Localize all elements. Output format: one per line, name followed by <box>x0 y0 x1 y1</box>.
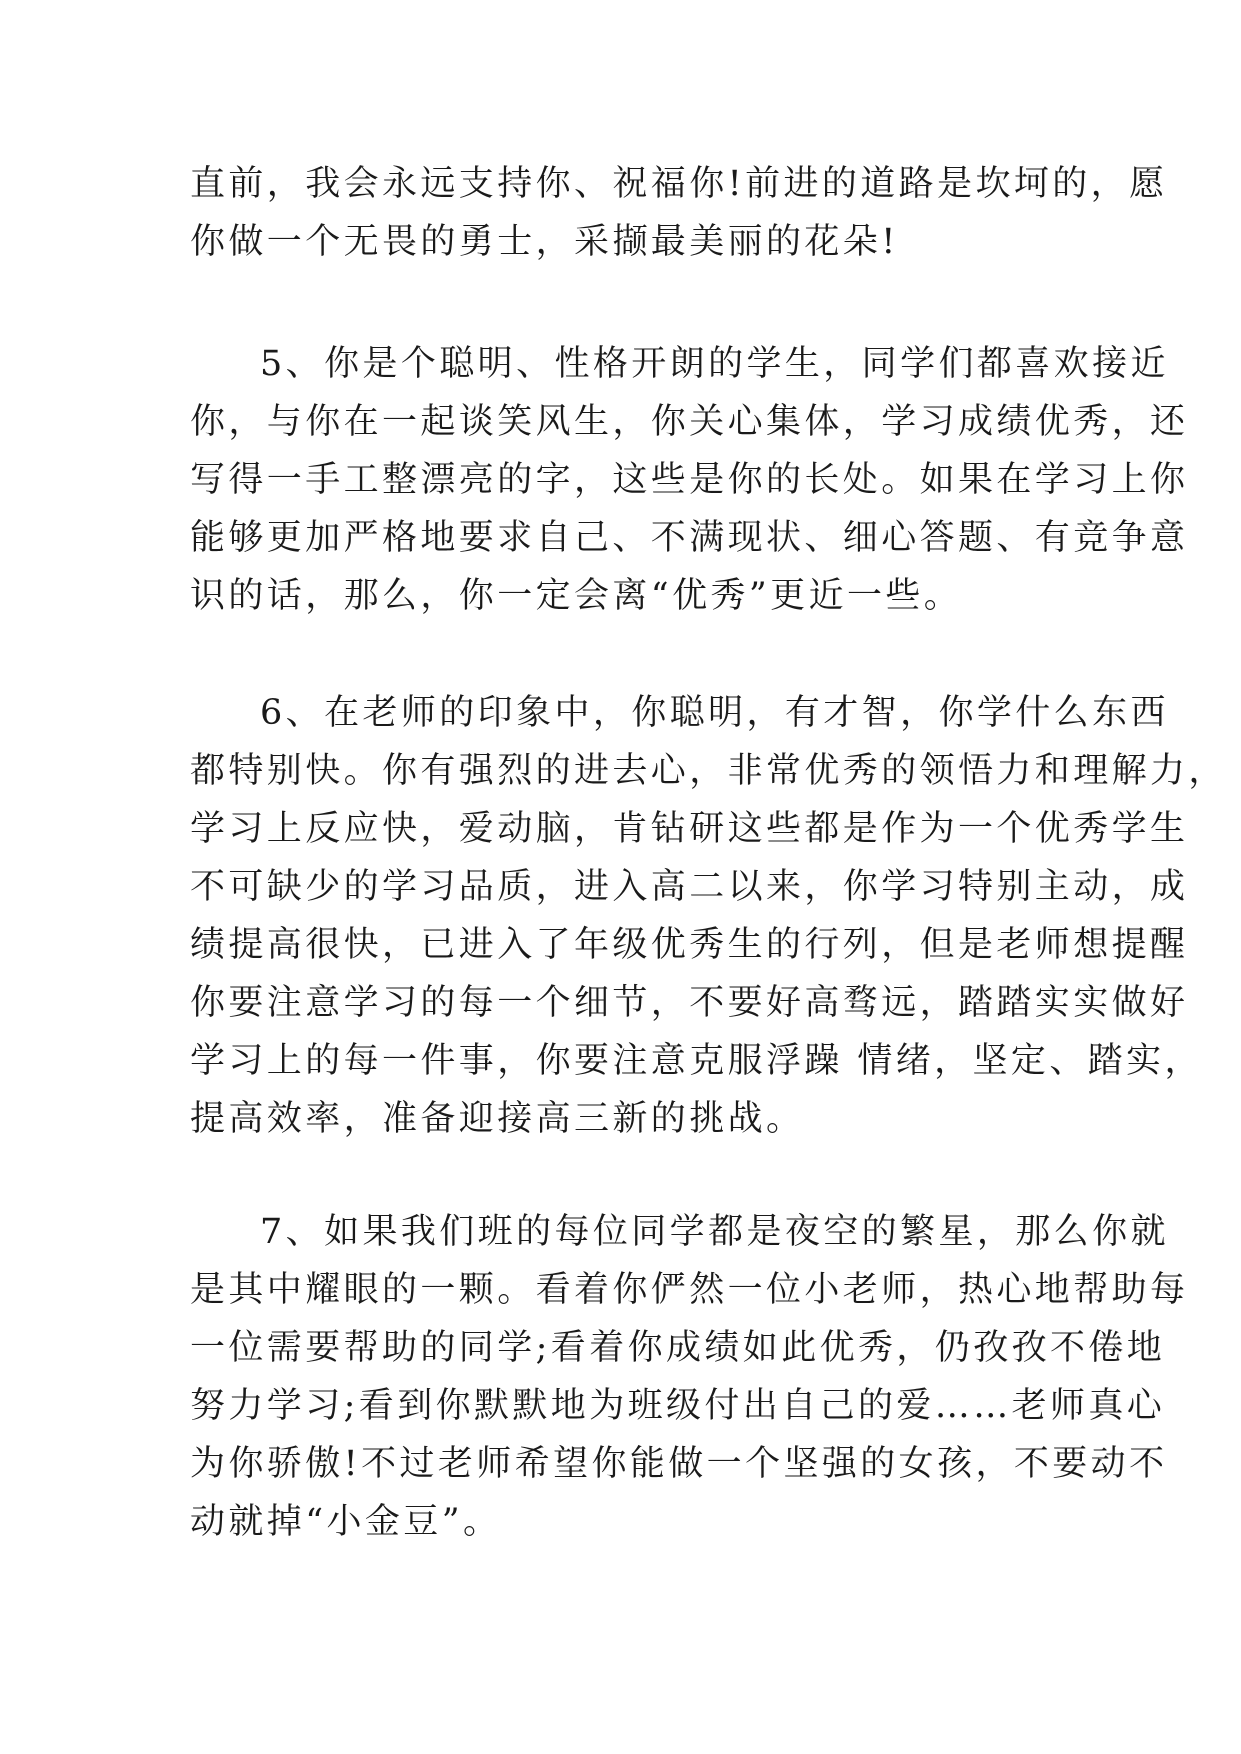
paragraph-comment-6 <box>190 684 1227 1148</box>
text-line: 为你骄傲!不过老师希望你能做一个坚强的女孩，不要动不 <box>190 1444 1168 1484</box>
text-line: 6、在老师的印象中，你聪明，有才智，你学什么东西 <box>260 693 1169 733</box>
text-line: 学习上反应快，爱动脑，肯钻研这些都是作为一个优秀学生 <box>190 809 1189 849</box>
text-line: 直前，我会永远支持你、祝福你!前进的道路是坎坷的，愿 <box>190 164 1168 204</box>
text-line: 动就掉“小金豆”。 <box>190 1502 502 1542</box>
text-line: 你要注意学习的每一个细节，不要好高骛远，踏踏实实做好 <box>190 983 1189 1023</box>
text-line: 5、你是个聪明、性格开朗的学生，同学们都喜欢接近 <box>260 344 1169 384</box>
text-line: 写得一手工整漂亮的字，这些是你的长处。如果在学习上你 <box>190 460 1189 500</box>
text-line: 是其中耀眼的一颗。看着你俨然一位小老师，热心地帮助每 <box>190 1270 1189 1310</box>
paragraph-continuation <box>190 155 1168 271</box>
text-line: 一位需要帮助的同学;看着你成绩如此优秀，仍孜孜不倦地 <box>190 1328 1166 1368</box>
paragraph-comment-5 <box>190 335 1189 625</box>
text-line: 你做一个无畏的勇士，采撷最美丽的花朵! <box>190 222 899 262</box>
text-line: 你，与你在一起谈笑风生，你关心集体，学习成绩优秀，还 <box>190 402 1189 442</box>
text-line: 努力学习;看到你默默地为班级付出自己的爱……老师真心 <box>190 1386 1166 1426</box>
paragraph-comment-7 <box>190 1203 1189 1551</box>
text-line: 绩提高很快，已进入了年级优秀生的行列，但是老师想提醒 <box>190 925 1189 965</box>
text-line: 都特别快。你有强烈的进去心，非常优秀的领悟力和理解力， <box>190 751 1227 791</box>
text-line: 学习上的每一件事，你要注意克服浮躁 情绪，坚定、踏实， <box>190 1041 1203 1081</box>
text-line: 7、如果我们班的每位同学都是夜空的繁星，那么你就 <box>260 1212 1169 1252</box>
text-line: 能够更加严格地要求自己、不满现状、细心答题、有竞争意 <box>190 518 1189 558</box>
text-line: 不可缺少的学习品质，进入高二以来，你学习特别主动，成 <box>190 867 1189 907</box>
text-line: 提高效率，准备迎接高三新的挑战。 <box>190 1099 805 1139</box>
text-line: 识的话，那么，你一定会离“优秀”更近一些。 <box>190 576 963 616</box>
